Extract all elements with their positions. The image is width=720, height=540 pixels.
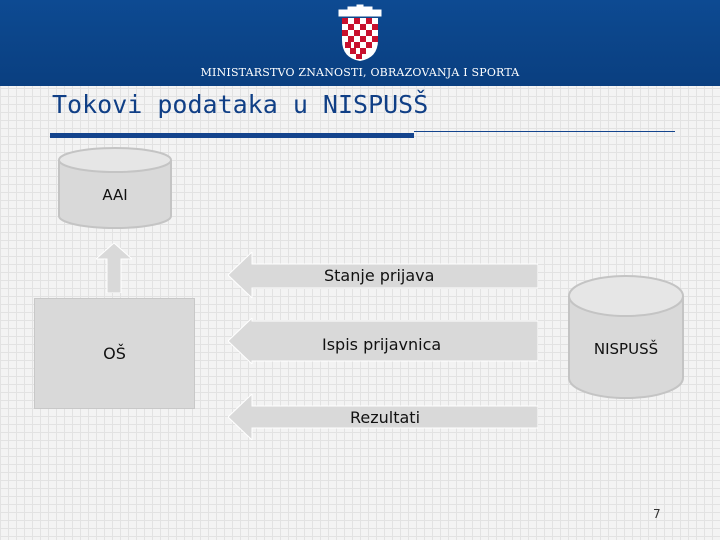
os-label: OŠ: [103, 344, 126, 363]
title-underline-thin: [414, 131, 675, 132]
flow-label-ispis: Ispis prijavnica: [322, 335, 442, 354]
header-banner: [0, 0, 720, 86]
up-arrow-icon: [96, 243, 132, 293]
flow-label-stanje: Stanje prijava: [324, 266, 435, 285]
page-number: 7: [653, 507, 661, 521]
slide-title: Tokovi podataka u NISPUSŠ: [52, 90, 429, 119]
nispuss-database: [567, 274, 685, 400]
coat-of-arms-icon: [336, 4, 384, 62]
flow-label-rezultati: Rezultati: [350, 408, 421, 427]
aai-label: AAI: [102, 186, 128, 204]
nispuss-label: NISPUSŠ: [593, 340, 659, 358]
aai-database: [57, 146, 173, 230]
ministry-name: MINISTARSTVO ZNANOSTI, OBRAZOVANJA I SPORTA: [200, 66, 520, 79]
title-underline-thick: [50, 133, 414, 138]
os-node: [34, 298, 195, 409]
database-cylinder-icon: [567, 274, 685, 400]
